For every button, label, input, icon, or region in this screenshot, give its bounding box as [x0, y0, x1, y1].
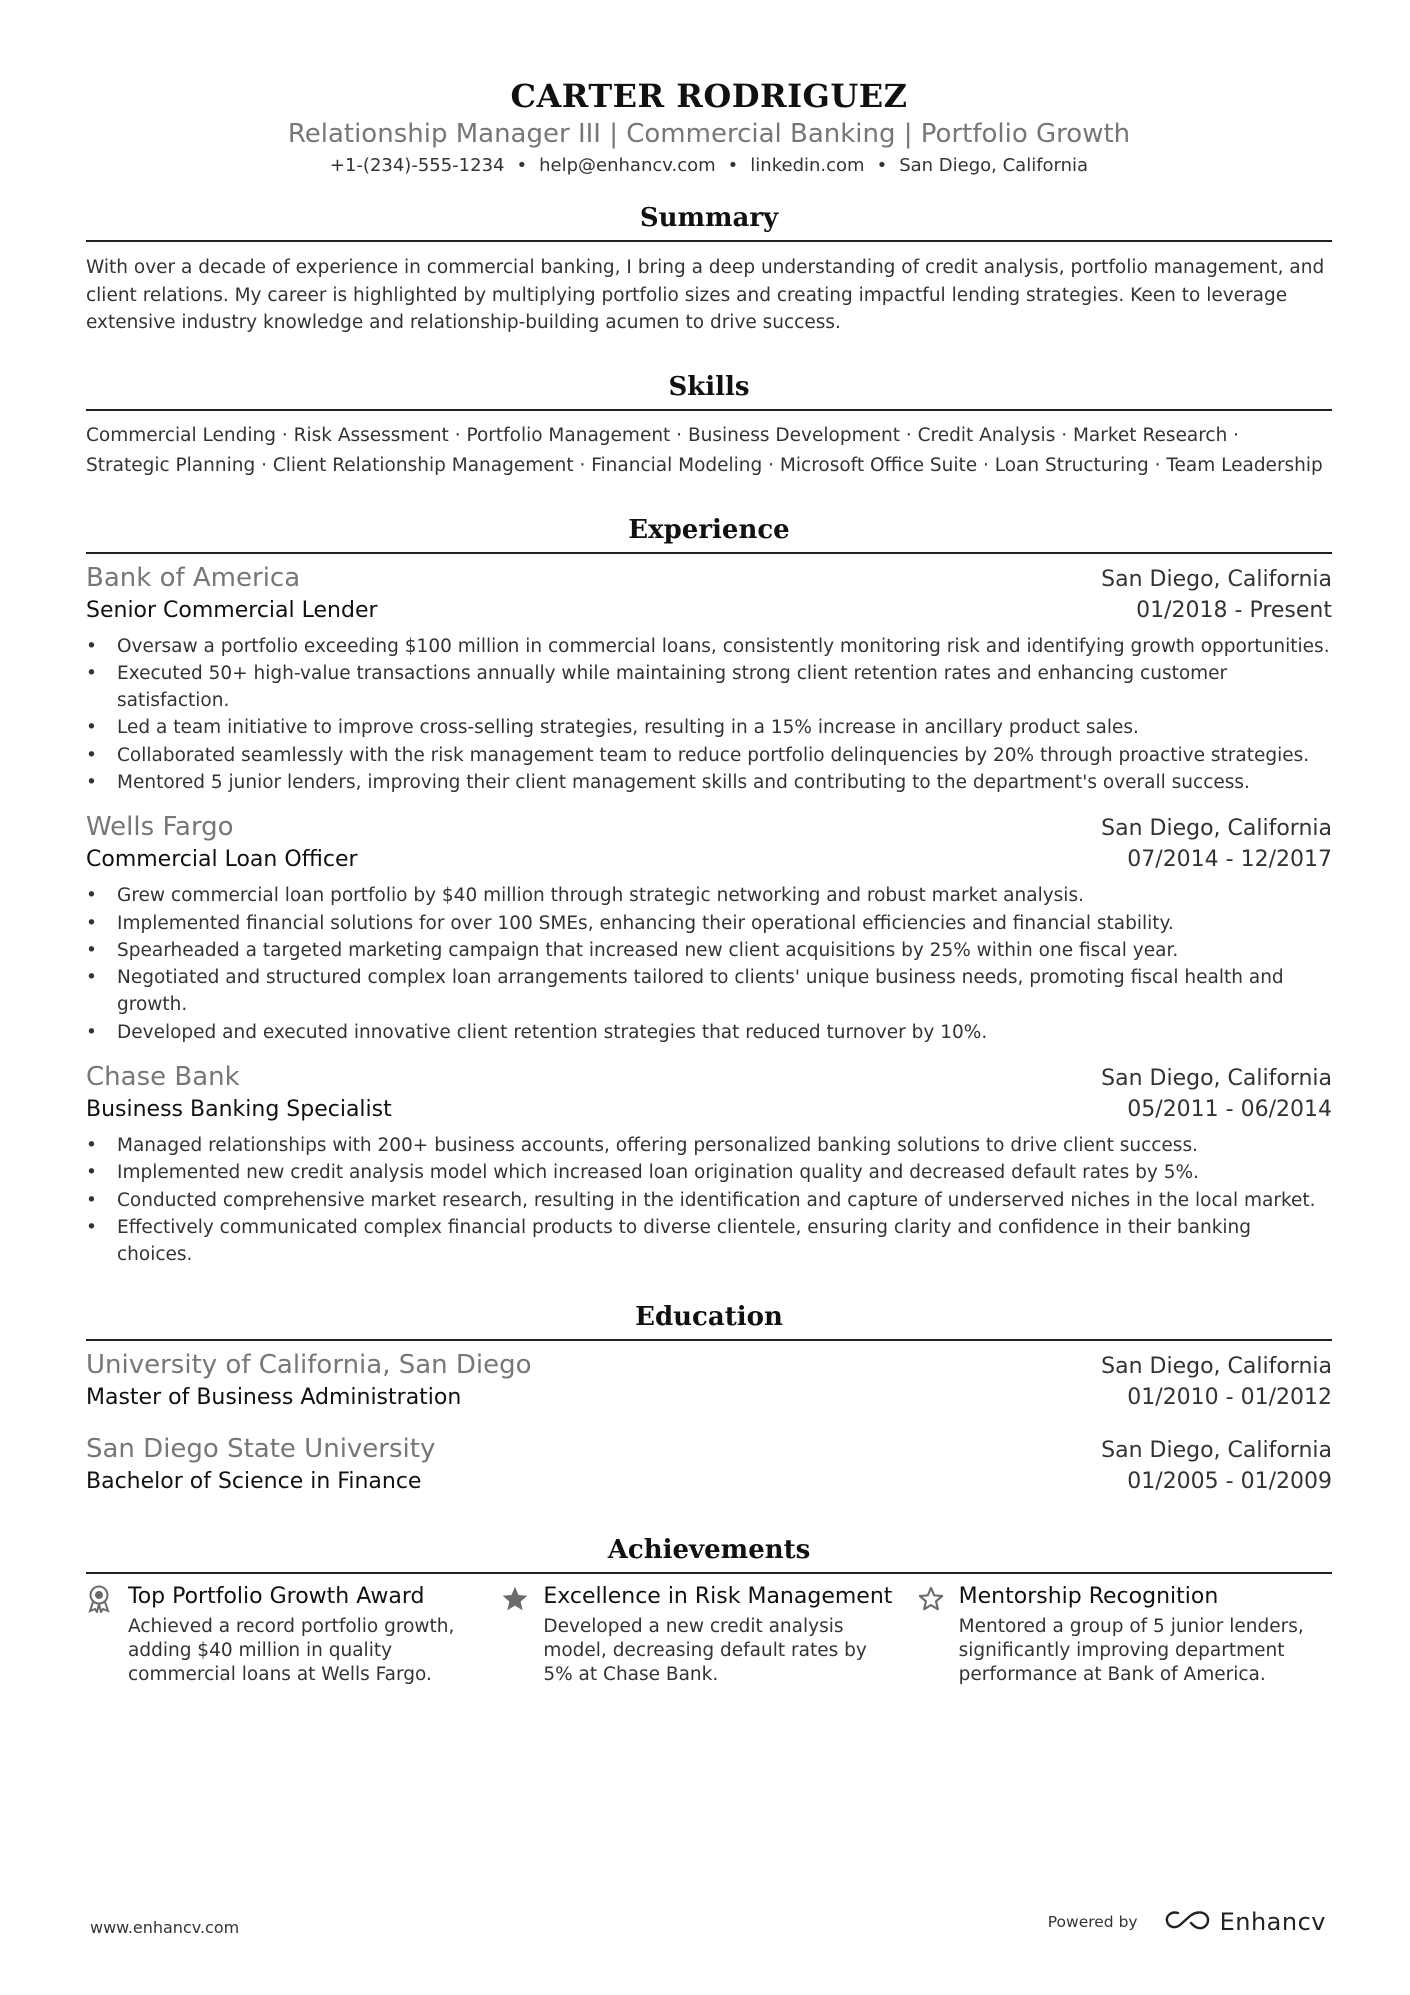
achievement-description: Achieved a record portfolio growth, adding $40 million in quality commercial loans at Wells Fargo. [128, 1615, 455, 1685]
summary-text: With over a decade of experience in commercial banking, I bring a deep understanding of credit analysis, portfolio management, and client relations. My career is highlighted by multiplying portfolio sizes and creating impactful lending strategies. Keen to leverage extensive industry knowledge and relationship-building acumen to drive success. [86, 257, 1325, 333]
section-divider [86, 240, 1332, 242]
achievement-item [501, 1582, 916, 1687]
job-dates: 07/2014 - 12/2017 [1127, 847, 1332, 873]
achievement-item [86, 1582, 501, 1687]
star-filled-icon [501, 1582, 543, 1687]
section-divider [86, 552, 1332, 554]
achievement-title: Excellence in Risk Management [543, 1583, 893, 1609]
separator-dot: • [876, 155, 888, 176]
separator-dot: • [727, 155, 739, 176]
job-role: Business Banking Specialist [86, 1097, 392, 1123]
school-location: San Diego, California [1101, 1353, 1332, 1379]
school-name: University of California, San Diego [86, 1349, 532, 1380]
brand-name: Enhancv [1219, 1908, 1326, 1936]
job-location: San Diego, California [1101, 816, 1332, 842]
bullet-item: • Led a team initiative to improve cross-selling strategies, resulting in a 15% increase in ancillary product sales. [117, 714, 1332, 741]
skills-section [86, 369, 1332, 481]
bullet-item: • Grew commercial loan portfolio by $40 million through strategic networking and robust market analysis. [117, 882, 1332, 909]
bullet-item: • Implemented financial solutions for over 100 SMEs, enhancing their operational efficiencies and financial stability. [117, 910, 1332, 937]
star-outline-icon [917, 1582, 959, 1687]
bullet-item: • Executed 50+ high-value transactions annually while maintaining strong client retention rates and enhancing customer satisfaction. [117, 660, 1332, 715]
contact-line [86, 153, 1332, 179]
award-icon [86, 1582, 128, 1687]
degree: Master of Business Administration [86, 1384, 462, 1410]
experience-section [86, 512, 1332, 1269]
section-divider [86, 1339, 1332, 1341]
contact-phone: +1-(234)-555-1234 [329, 155, 505, 176]
bullet-item: • Collaborated seamlessly with the risk management team to reduce portfolio delinquencies by 20% through proactive strategies. [117, 742, 1332, 769]
achievement-description: Mentored a group of 5 junior lenders, significantly improving department performance at Bank of America. [958, 1615, 1304, 1685]
skills-line: Strategic Planning · Client Relationship Management · Financial Modeling · Microsoft Office Suite · Loan Structuring · Team Leadership [86, 454, 1323, 476]
company-name: Bank of America [86, 562, 301, 593]
candidate-name: CARTER RODRIGUEZ [510, 77, 908, 115]
job-role: Senior Commercial Lender [86, 597, 378, 623]
section-heading-summary: Summary [639, 203, 779, 233]
achievement-title: Mentorship Recognition [958, 1583, 1219, 1609]
resume-header [86, 0, 1332, 179]
education-entry [86, 1432, 1332, 1498]
education-entry [86, 1348, 1332, 1414]
achievement-description: Developed a new credit analysis model, decreasing default rates by 5% at Chase Bank. [543, 1615, 867, 1685]
company-name: Wells Fargo [86, 812, 234, 843]
bullet-item: • Effectively communicated complex financial products to diverse clientele, ensuring clarity and confidence in their banking choices. [117, 1214, 1332, 1269]
enhancv-logo-icon [1164, 1908, 1212, 1936]
school-location: San Diego, California [1101, 1437, 1332, 1463]
footer-branding [1048, 1908, 1326, 1936]
job-dates: 01/2018 - Present [1136, 597, 1332, 623]
job-role: Commercial Loan Officer [86, 847, 358, 873]
experience-entry [86, 561, 1332, 797]
education-dates: 01/2010 - 01/2012 [1127, 1384, 1332, 1410]
education-section [86, 1299, 1332, 1498]
section-heading-achievements: Achievements [607, 1534, 811, 1565]
contact-location: San Diego, California [899, 155, 1089, 176]
achievement-item [917, 1582, 1332, 1687]
bullet-item: • Implemented new credit analysis model which increased loan origination quality and decreased default rates by 5%. [117, 1159, 1332, 1186]
bullet-item: • Negotiated and structured complex loan arrangements tailored to clients' unique business needs, promoting fiscal health and growth. [117, 964, 1332, 1019]
job-location: San Diego, California [1101, 566, 1332, 592]
section-heading-experience: Experience [628, 514, 790, 545]
contact-email: help@enhancv.com [539, 155, 716, 176]
degree: Bachelor of Science in Finance [86, 1468, 422, 1494]
bullet-item: • Mentored 5 junior lenders, improving their client management skills and contributing to the department's overall success. [117, 769, 1332, 796]
summary-section [86, 200, 1332, 337]
job-bullets [86, 1132, 1332, 1268]
resume-page [86, 0, 1332, 1687]
company-name: Chase Bank [86, 1062, 240, 1093]
section-heading-education: Education [635, 1301, 783, 1332]
candidate-title: Relationship Manager III | Commercial Banking | Portfolio Growth [287, 119, 1131, 149]
school-name: San Diego State University [86, 1433, 436, 1464]
achievement-title: Top Portfolio Growth Award [128, 1583, 425, 1609]
job-bullets [86, 633, 1332, 797]
bullet-item: • Managed relationships with 200+ business accounts, offering personalized banking solutions to drive client success. [117, 1132, 1332, 1159]
achievements-section [86, 1532, 1332, 1687]
footer-website[interactable]: www.enhancv.com [90, 1918, 240, 1937]
achievements-grid [86, 1582, 1332, 1687]
skills-line: Commercial Lending · Risk Assessment · Portfolio Management · Business Development · Credit Analysis · Market Research · [86, 424, 1240, 446]
contact-linkedin: linkedin.com [750, 155, 865, 176]
bullet-item: • Conducted comprehensive market research, resulting in the identification and capture of underserved niches in the local market. [117, 1187, 1332, 1214]
education-dates: 01/2005 - 01/2009 [1127, 1468, 1332, 1494]
powered-by-label: Powered by [1047, 1913, 1138, 1931]
bullet-item: • Spearheaded a targeted marketing campaign that increased new client acquisitions by 25% within one fiscal year. [117, 937, 1332, 964]
experience-entry [86, 810, 1332, 1046]
section-heading-skills: Skills [668, 371, 750, 402]
section-divider [86, 409, 1332, 411]
skills-list [86, 421, 1332, 481]
experience-entry [86, 1060, 1332, 1268]
job-bullets [86, 882, 1332, 1046]
separator-dot: • [516, 155, 528, 176]
job-location: San Diego, California [1101, 1066, 1332, 1092]
bullet-item: • Oversaw a portfolio exceeding $100 million in commercial loans, consistently monitoring risk and identifying growth opportunities. [117, 633, 1332, 660]
bullet-item: • Developed and executed innovative client retention strategies that reduced turnover by 10%. [117, 1019, 1332, 1046]
section-divider [86, 1572, 1332, 1574]
job-dates: 05/2011 - 06/2014 [1127, 1097, 1332, 1123]
